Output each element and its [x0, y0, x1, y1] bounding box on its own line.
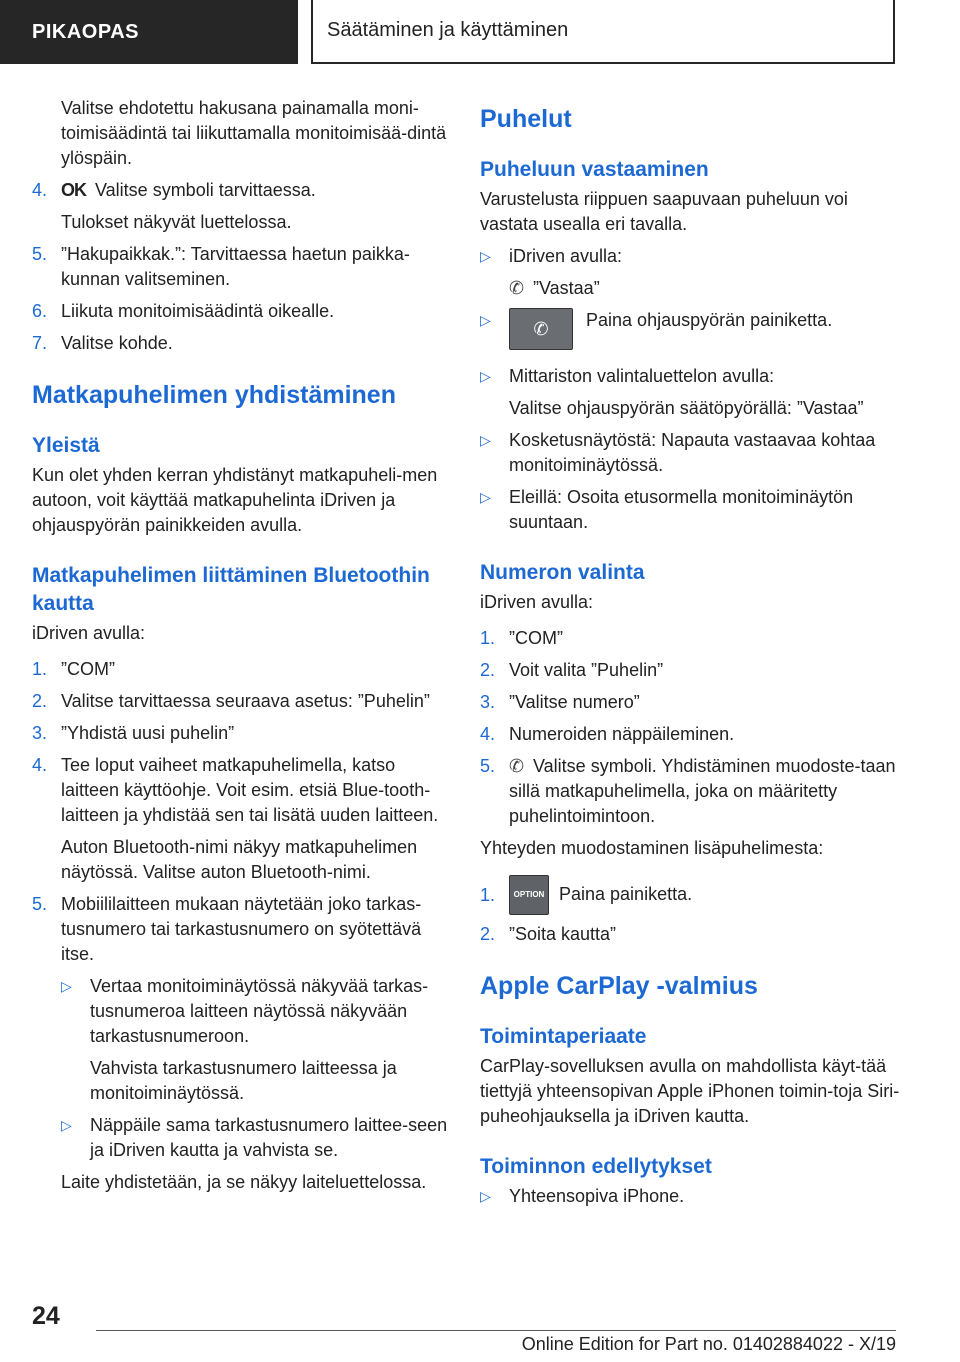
triangle-bullet-icon: ▷ — [480, 368, 491, 384]
section-tab: PIKAOPAS — [0, 0, 298, 64]
bullet-item — [480, 308, 900, 350]
phone-icon: ✆ — [509, 278, 525, 298]
heading-principle: Toimintaperiaate — [480, 1025, 647, 1048]
dial-intro: iDriven avulla: — [480, 592, 594, 612]
bullet-item — [480, 1184, 900, 1209]
step-text: Valitse tarvittaessa seuraava asetus: ”Puhelin” — [61, 691, 430, 711]
ok-icon: OK — [61, 180, 86, 200]
bullet-text: iDriven avulla: — [509, 246, 623, 266]
heading-carplay: Apple CarPlay -valmius — [480, 972, 758, 1000]
bullet-item — [480, 244, 900, 301]
option-button-icon: OPTION — [509, 875, 549, 915]
step-text: ”COM” — [61, 659, 115, 679]
general-paragraph: Kun olet yhden kerran yhdistänyt matkapuheli-men autoon, voit käyttää matkapuhelinta iDriven ja ohjauspyörän painikkeiden avulla. — [32, 465, 438, 535]
step-number: 1. — [480, 628, 496, 648]
bullet-subtext: Valitse ohjauspyörän säätöpyörällä: ”Vastaa” — [509, 398, 864, 418]
list-item — [480, 658, 900, 683]
bullet-item — [61, 974, 452, 1106]
result-text: Laite yhdistetään, ja se näkyy laiteluettelossa. — [61, 1172, 427, 1192]
chapter-title: Säätäminen ja käyttäminen — [311, 0, 895, 64]
bullet-text: Paina ohjauspyörän painiketta. — [586, 310, 833, 330]
bullet-text: Yhteensopiva iPhone. — [509, 1186, 685, 1206]
list-item — [32, 178, 452, 235]
step-number: 3. — [32, 723, 48, 743]
heading-answer: Puheluun vastaaminen — [480, 158, 709, 181]
step-text: ”Soita kautta” — [509, 924, 617, 944]
bullet-subtext: ”Vastaa” — [533, 278, 600, 298]
list-item — [480, 875, 900, 915]
triangle-bullet-icon: ▷ — [480, 312, 491, 328]
list-item — [32, 753, 452, 885]
list-item — [32, 657, 452, 682]
step-number: 5. — [32, 894, 48, 914]
principle-paragraph: CarPlay-sovelluksen avulla on mahdollista käyt-tää tiettyjä yhteensopivan Apple iPhonen toimin-toja Siri-puheohjauksella ja iDriven kautta. — [480, 1056, 900, 1126]
step-number: 4. — [32, 180, 48, 200]
list-item — [480, 690, 900, 715]
step-number: 7. — [32, 333, 48, 353]
step-number: 3. — [480, 692, 496, 712]
bullet-subtext: Vahvista tarkastusnumero laitteessa ja monitoiminäytössä. — [90, 1058, 397, 1103]
heading-bluetooth: Matkapuhelimen liittäminen Bluetoothin kautta — [32, 564, 430, 615]
triangle-bullet-icon: ▷ — [480, 489, 491, 505]
heading-requirements: Toiminnon edellytykset — [480, 1155, 712, 1178]
step-number: 4. — [32, 755, 48, 775]
answer-paragraph: Varustelusta riippuen saapuvaan puheluun voi vastata usealla eri tavalla. — [480, 189, 848, 234]
step-number: 2. — [480, 924, 496, 944]
left-column — [32, 96, 452, 1202]
list-item — [32, 721, 452, 746]
bullet-item — [61, 1113, 452, 1163]
heading-general: Yleistä — [32, 434, 100, 457]
edition-footer: Online Edition for Part no. 01402884022 - X/19 — [521, 1334, 896, 1354]
steering-phone-button-icon: ✆ — [509, 308, 573, 350]
list-item — [32, 689, 452, 714]
step-subtext: Tulokset näkyvät luettelossa. — [61, 212, 292, 232]
bluetooth-intro: iDriven avulla: — [32, 623, 146, 643]
triangle-bullet-icon: ▷ — [61, 978, 72, 994]
heading-dial: Numeron valinta — [480, 561, 645, 584]
list-item — [32, 892, 452, 1195]
step-text: ”Valitse numero” — [509, 692, 640, 712]
step-number: 4. — [480, 724, 496, 744]
bullet-item — [480, 364, 900, 421]
list-item — [32, 331, 452, 356]
list-item — [480, 922, 900, 947]
step-subtext: Auton Bluetooth-nimi näkyy matkapuhelimen näytössä. Valitse auton Bluetooth-nimi. — [61, 837, 418, 882]
extra-phone-intro: Yhteyden muodostaminen lisäpuhelimesta: — [480, 838, 824, 858]
phone-icon: ✆ — [509, 756, 525, 776]
step-number: 2. — [480, 660, 496, 680]
right-column — [480, 96, 900, 1209]
step-number: 2. — [32, 691, 48, 711]
step-text: Liikuta monitoimisäädintä oikealle. — [61, 301, 335, 321]
triangle-bullet-icon: ▷ — [480, 1188, 491, 1204]
step-text: Numeroiden näppäileminen. — [509, 724, 735, 744]
bullet-text: Kosketusnäytöstä: Napauta vastaavaa kohtaa monitoiminäytössä. — [509, 430, 876, 475]
list-item — [32, 299, 452, 324]
page-number: 24 — [32, 1302, 60, 1330]
step-number: 5. — [32, 244, 48, 264]
footer-divider — [96, 1330, 896, 1331]
triangle-bullet-icon: ▷ — [480, 248, 491, 264]
triangle-bullet-icon: ▷ — [61, 1117, 72, 1133]
step-text: Paina painiketta. — [559, 883, 693, 904]
heading-calls: Puhelut — [480, 105, 572, 133]
bullet-item — [480, 428, 900, 478]
triangle-bullet-icon: ▷ — [480, 432, 491, 448]
step-text: Mobiililaitteen mukaan näytetään joko tarkas-tusnumero tai tarkastusnumero on syötettävä itse. — [61, 894, 422, 964]
step-text: ”COM” — [509, 628, 563, 648]
list-item — [480, 722, 900, 747]
step-text: Valitse kohde. — [61, 333, 173, 353]
step-text: Voit valita ”Puhelin” — [509, 660, 664, 680]
step-text: ”Yhdistä uusi puhelin” — [61, 723, 235, 743]
bullet-text: Vertaa monitoiminäytössä näkyvää tarkas-tusnumeroa laitteen näytössä näkyvään tarkastusnumeroon. — [90, 976, 429, 1046]
step-number: 1. — [480, 884, 496, 905]
bullet-item — [480, 485, 900, 535]
list-item — [32, 242, 452, 292]
step-number: 5. — [480, 756, 496, 776]
step-text: Tee loput vaiheet matkapuhelimella, katso laitteen käyttöohje. Voit esim. etsiä Blue-tooth-laitteen ja yhdistää sen tai lisätä uuden laitteen. — [61, 755, 439, 825]
step-text: ”Hakupaikkak.”: Tarvittaessa haetun paikka-kunnan valitseminen. — [61, 244, 410, 289]
list-item — [480, 754, 900, 829]
bullet-text: Mittariston valintaluettelon avulla: — [509, 366, 775, 386]
step-continuation: Valitse ehdotettu hakusana painamalla moni-toimisäädintä tai liikuttamalla monitoimisää-dintä ylöspäin. — [61, 98, 447, 168]
bullet-text: Eleillä: Osoita etusormella monitoiminäytön suuntaan. — [509, 487, 854, 532]
bullet-text: Näppäile sama tarkastusnumero laittee-seen ja iDriven kautta ja vahvista se. — [90, 1115, 448, 1160]
step-text: Valitse symboli. Yhdistäminen muodoste-taan sillä matkapuhelimella, joka on määritetty puhelintoimintoon. — [509, 756, 896, 826]
list-item — [480, 626, 900, 651]
step-number: 6. — [32, 301, 48, 321]
heading-connect-phone: Matkapuhelimen yhdistäminen — [32, 381, 396, 409]
step-text: Valitse symboli tarvittaessa. — [95, 180, 316, 200]
step-number: 1. — [32, 659, 48, 679]
